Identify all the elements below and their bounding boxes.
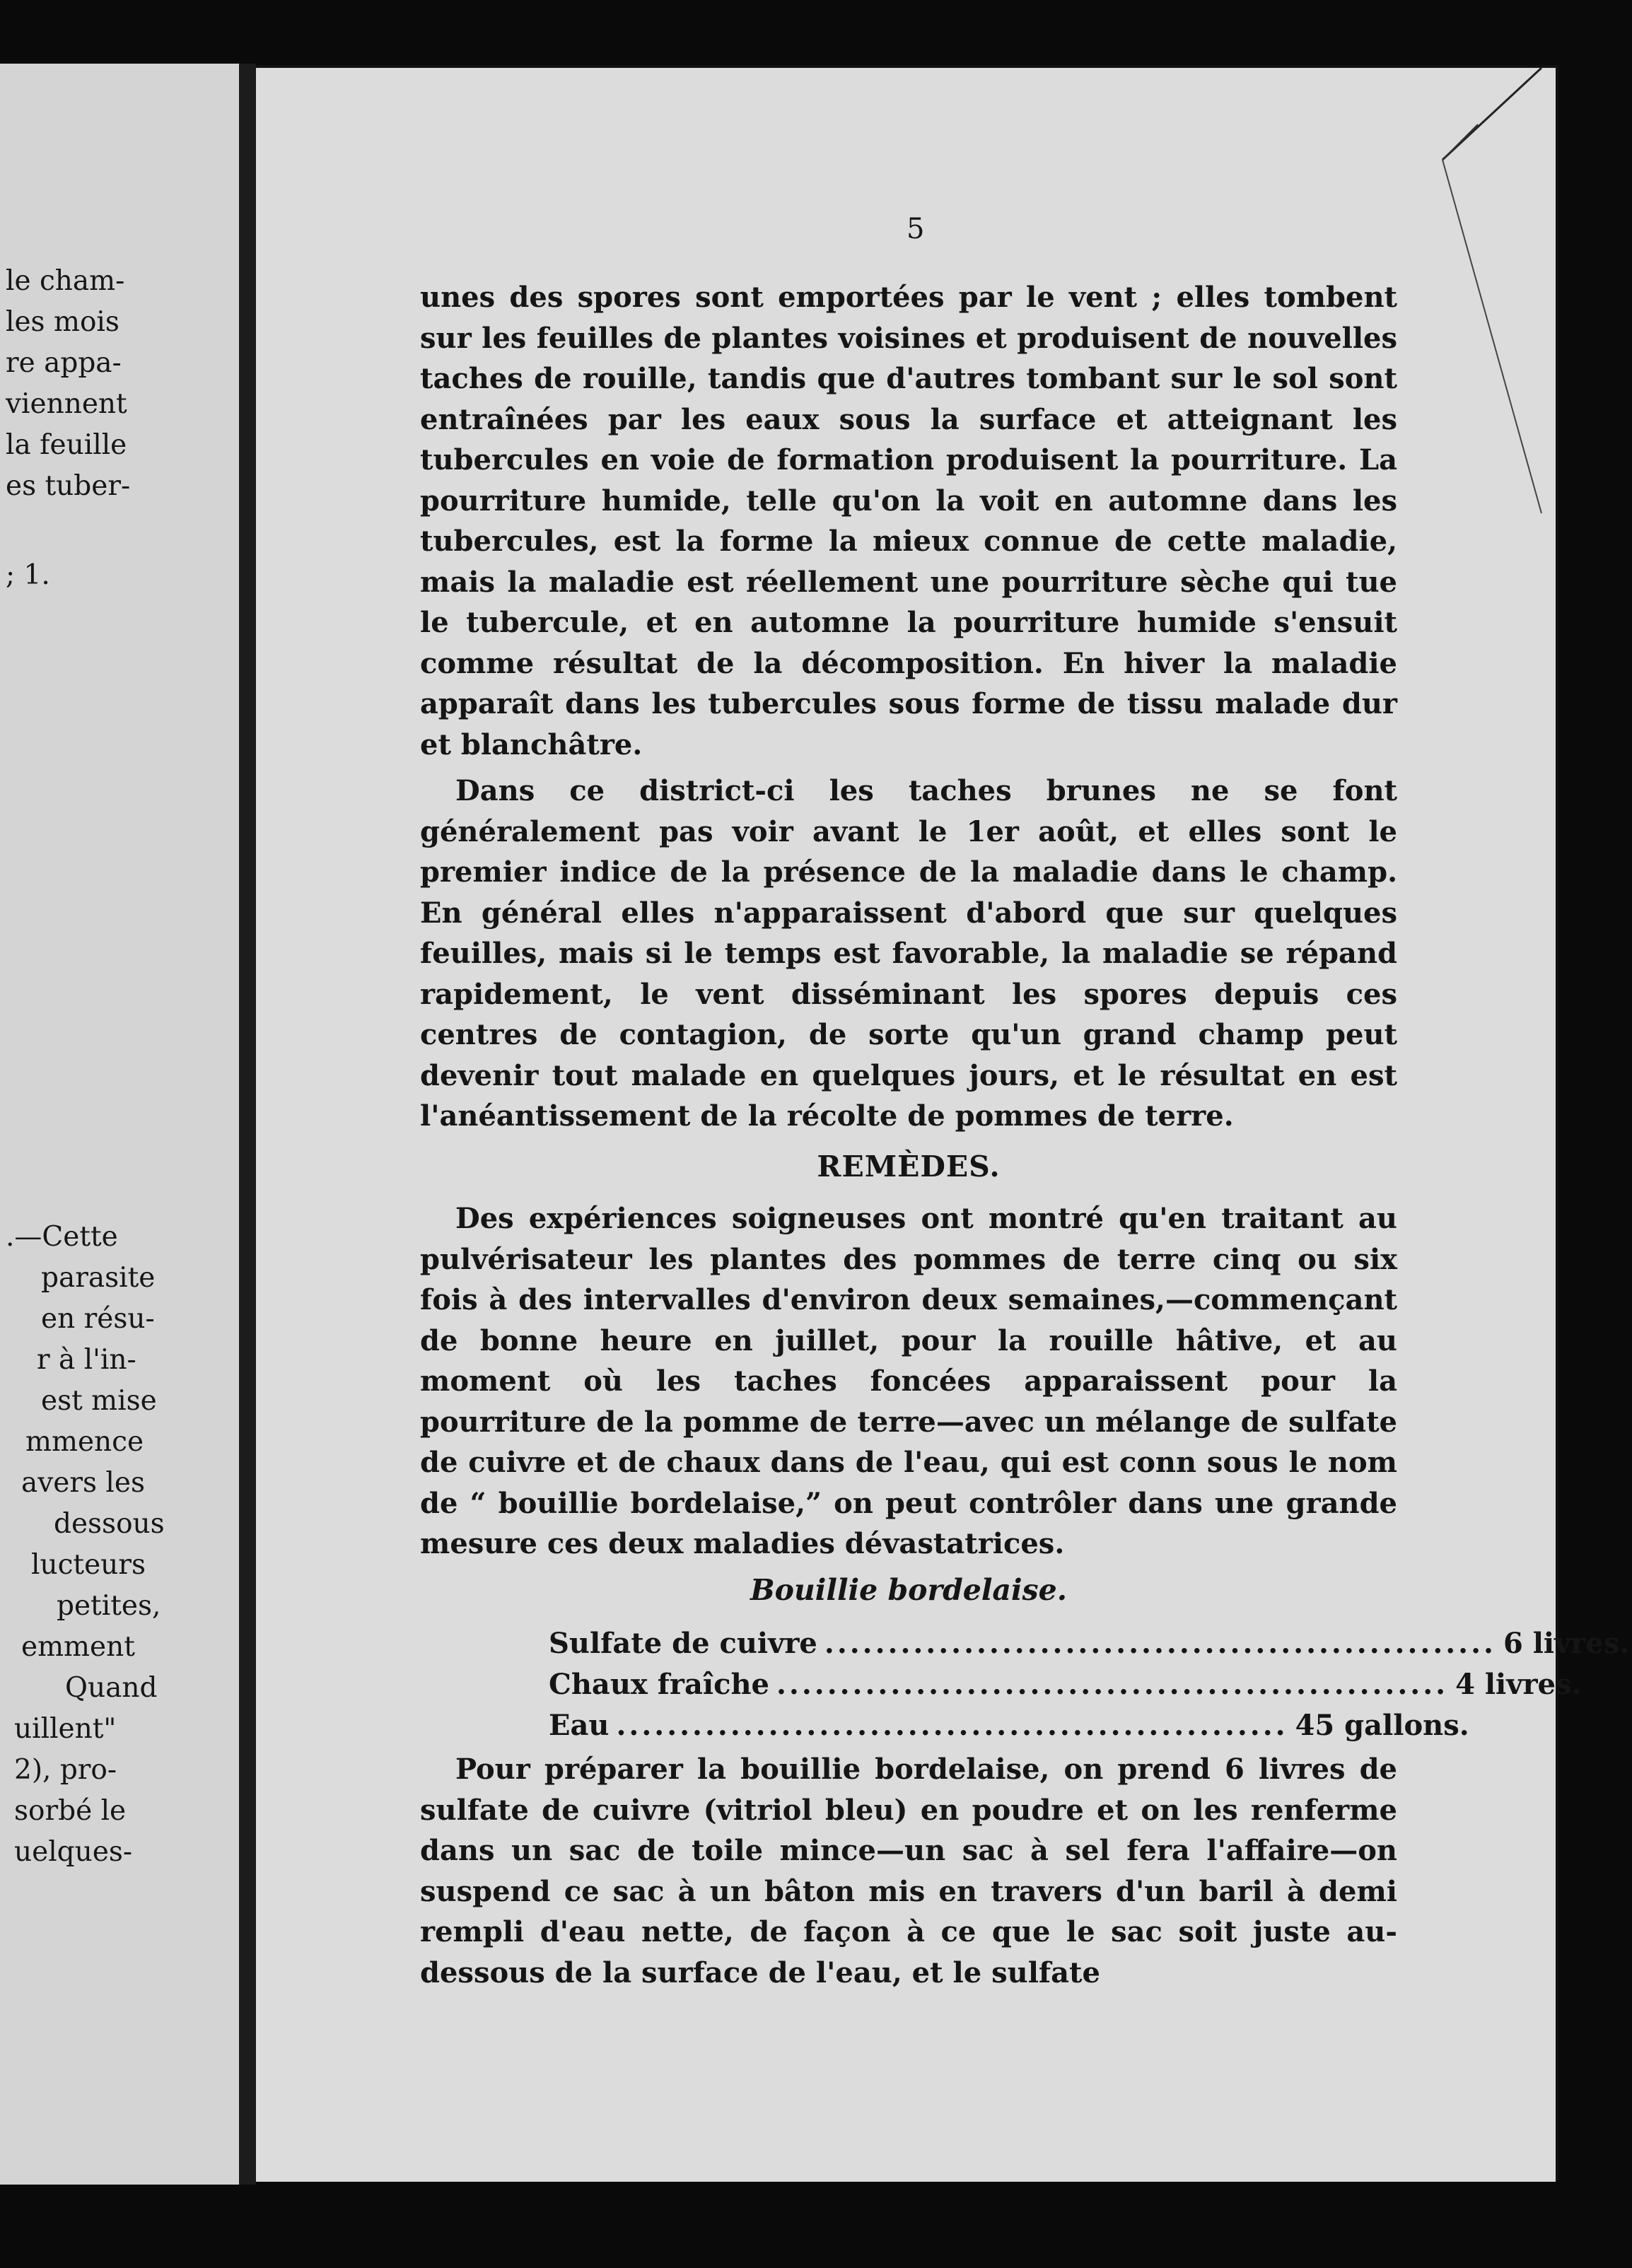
- recipe-amount: 6 livres.: [1503, 1627, 1630, 1660]
- left-line: uelques-: [14, 1836, 133, 1868]
- left-line: avers les: [21, 1467, 145, 1499]
- left-line: uillent": [14, 1713, 117, 1745]
- recipe-amount: 45 gallons.: [1295, 1709, 1469, 1742]
- page-curl: [1435, 68, 1556, 520]
- recipe-row: [549, 1664, 1582, 1705]
- left-page-fragment: [0, 64, 239, 2185]
- recipe-row: [549, 1623, 1630, 1664]
- leader-dots: .....................................................: [776, 1668, 1449, 1701]
- recipe-row: [549, 1705, 1469, 1746]
- left-line: les mois: [6, 306, 120, 338]
- left-line: emment: [21, 1631, 135, 1663]
- leader-dots: .....................................................: [616, 1709, 1288, 1742]
- page-body: [420, 277, 1630, 1999]
- left-line: en résu-: [41, 1303, 155, 1335]
- recipe-list: [549, 1623, 1630, 1746]
- left-line: es tuber-: [6, 470, 131, 502]
- left-line: ; 1.: [6, 559, 50, 591]
- recipe-item: Chaux fraîche: [549, 1668, 769, 1701]
- book-gutter: [239, 64, 256, 2185]
- paragraph: Dans ce district-ci les taches brunes ne se font généralement pas voir avant le 1er août, et elles sont le premier indice de la présence de la maladie dans le champ. En général elles n'apparaissent d'abord que sur quelques feuilles, mais si le temps est favorable, la maladie se répand rapidement, le vent disséminant les spores depuis ces centres de contagion, de sorte qu'un grand champ peut devenir tout malade en quelques jours, et le résultat en est l'anéantissement de la récolte de pommes de terre.: [420, 774, 1397, 1133]
- right-page: [256, 65, 1630, 2182]
- recipe-amount: 4 livres.: [1455, 1668, 1582, 1701]
- left-line: lucteurs: [31, 1549, 146, 1581]
- section-heading: REMÈDES.: [817, 1149, 1001, 1183]
- paragraph: Pour préparer la bouillie bordelaise, on prend 6 livres de sulfate de cuivre (vitriol bleu) en poudre et on les renferme dans un sac de toile mince—un sac à sel fera l'affaire—on suspend ce sac à un bâton mis en travers d'un baril à demi rempli d'eau nette, de façon à ce que le sac soit juste au-dessous de la surface de l'eau, et le sulfate: [420, 1753, 1397, 1989]
- left-line: le cham-: [6, 265, 125, 297]
- left-line: sorbé le: [14, 1795, 127, 1827]
- page-number: 5: [907, 213, 925, 245]
- left-line: Quand: [65, 1672, 158, 1704]
- left-line: parasite: [41, 1262, 156, 1294]
- left-line: 2), pro-: [14, 1754, 117, 1786]
- leader-dots: .....................................................: [824, 1627, 1496, 1660]
- paragraph: unes des spores sont emportées par le vent ; elles tombent sur les feuilles de plantes voisines et produisent de nouvelles taches de rouille, tandis que d'autres tombant sur le sol sont entraînées par les eaux sous la surface et atteignant les tubercules en voie de formation produisent la pourriture. La pourriture humide, telle qu'on la voit en automne dans les tubercules, est la forme la mieux connue de cette maladie, mais la maladie est réellement une pourriture sèche qui tue le tubercule, et en automne la pourriture humide s'ensuit comme résultat de la décomposition. En hiver la maladie apparaît dans les tubercules sous forme de tissu malade dur et blanchâtre.: [420, 281, 1397, 761]
- left-line: est mise: [41, 1385, 157, 1417]
- left-line: re appa-: [6, 347, 122, 379]
- recipe-item: Eau: [549, 1709, 610, 1742]
- left-line: .—Cette: [6, 1221, 118, 1253]
- left-line: dessous: [54, 1508, 165, 1540]
- recipe-item: Sulfate de cuivre: [549, 1627, 817, 1660]
- left-line: la feuille: [6, 429, 127, 461]
- left-line: petites,: [57, 1590, 161, 1622]
- left-line: viennent: [6, 388, 127, 420]
- recipe-title: Bouillie bordelaise.: [750, 1572, 1067, 1607]
- left-line: mmence: [25, 1426, 144, 1458]
- left-line: r à l'in-: [37, 1344, 136, 1376]
- paragraph: Des expériences soigneuses ont montré qu'en traitant au pulvérisateur les plantes des pommes de terre cinq ou six fois à des intervalles d'environ deux semaines,—commençant de bonne heure en juillet, pour la rouille hâtive, et au moment où les taches foncées apparaissent pour la pourriture de la pomme de terre—avec un mélange de sulfate de cuivre et de chaux dans de l'eau, qui est conn sous le nom de “ bouillie bordelaise,” on peut contrôler dans une grande mesure ces deux maladies dévastatrices.: [420, 1202, 1397, 1560]
